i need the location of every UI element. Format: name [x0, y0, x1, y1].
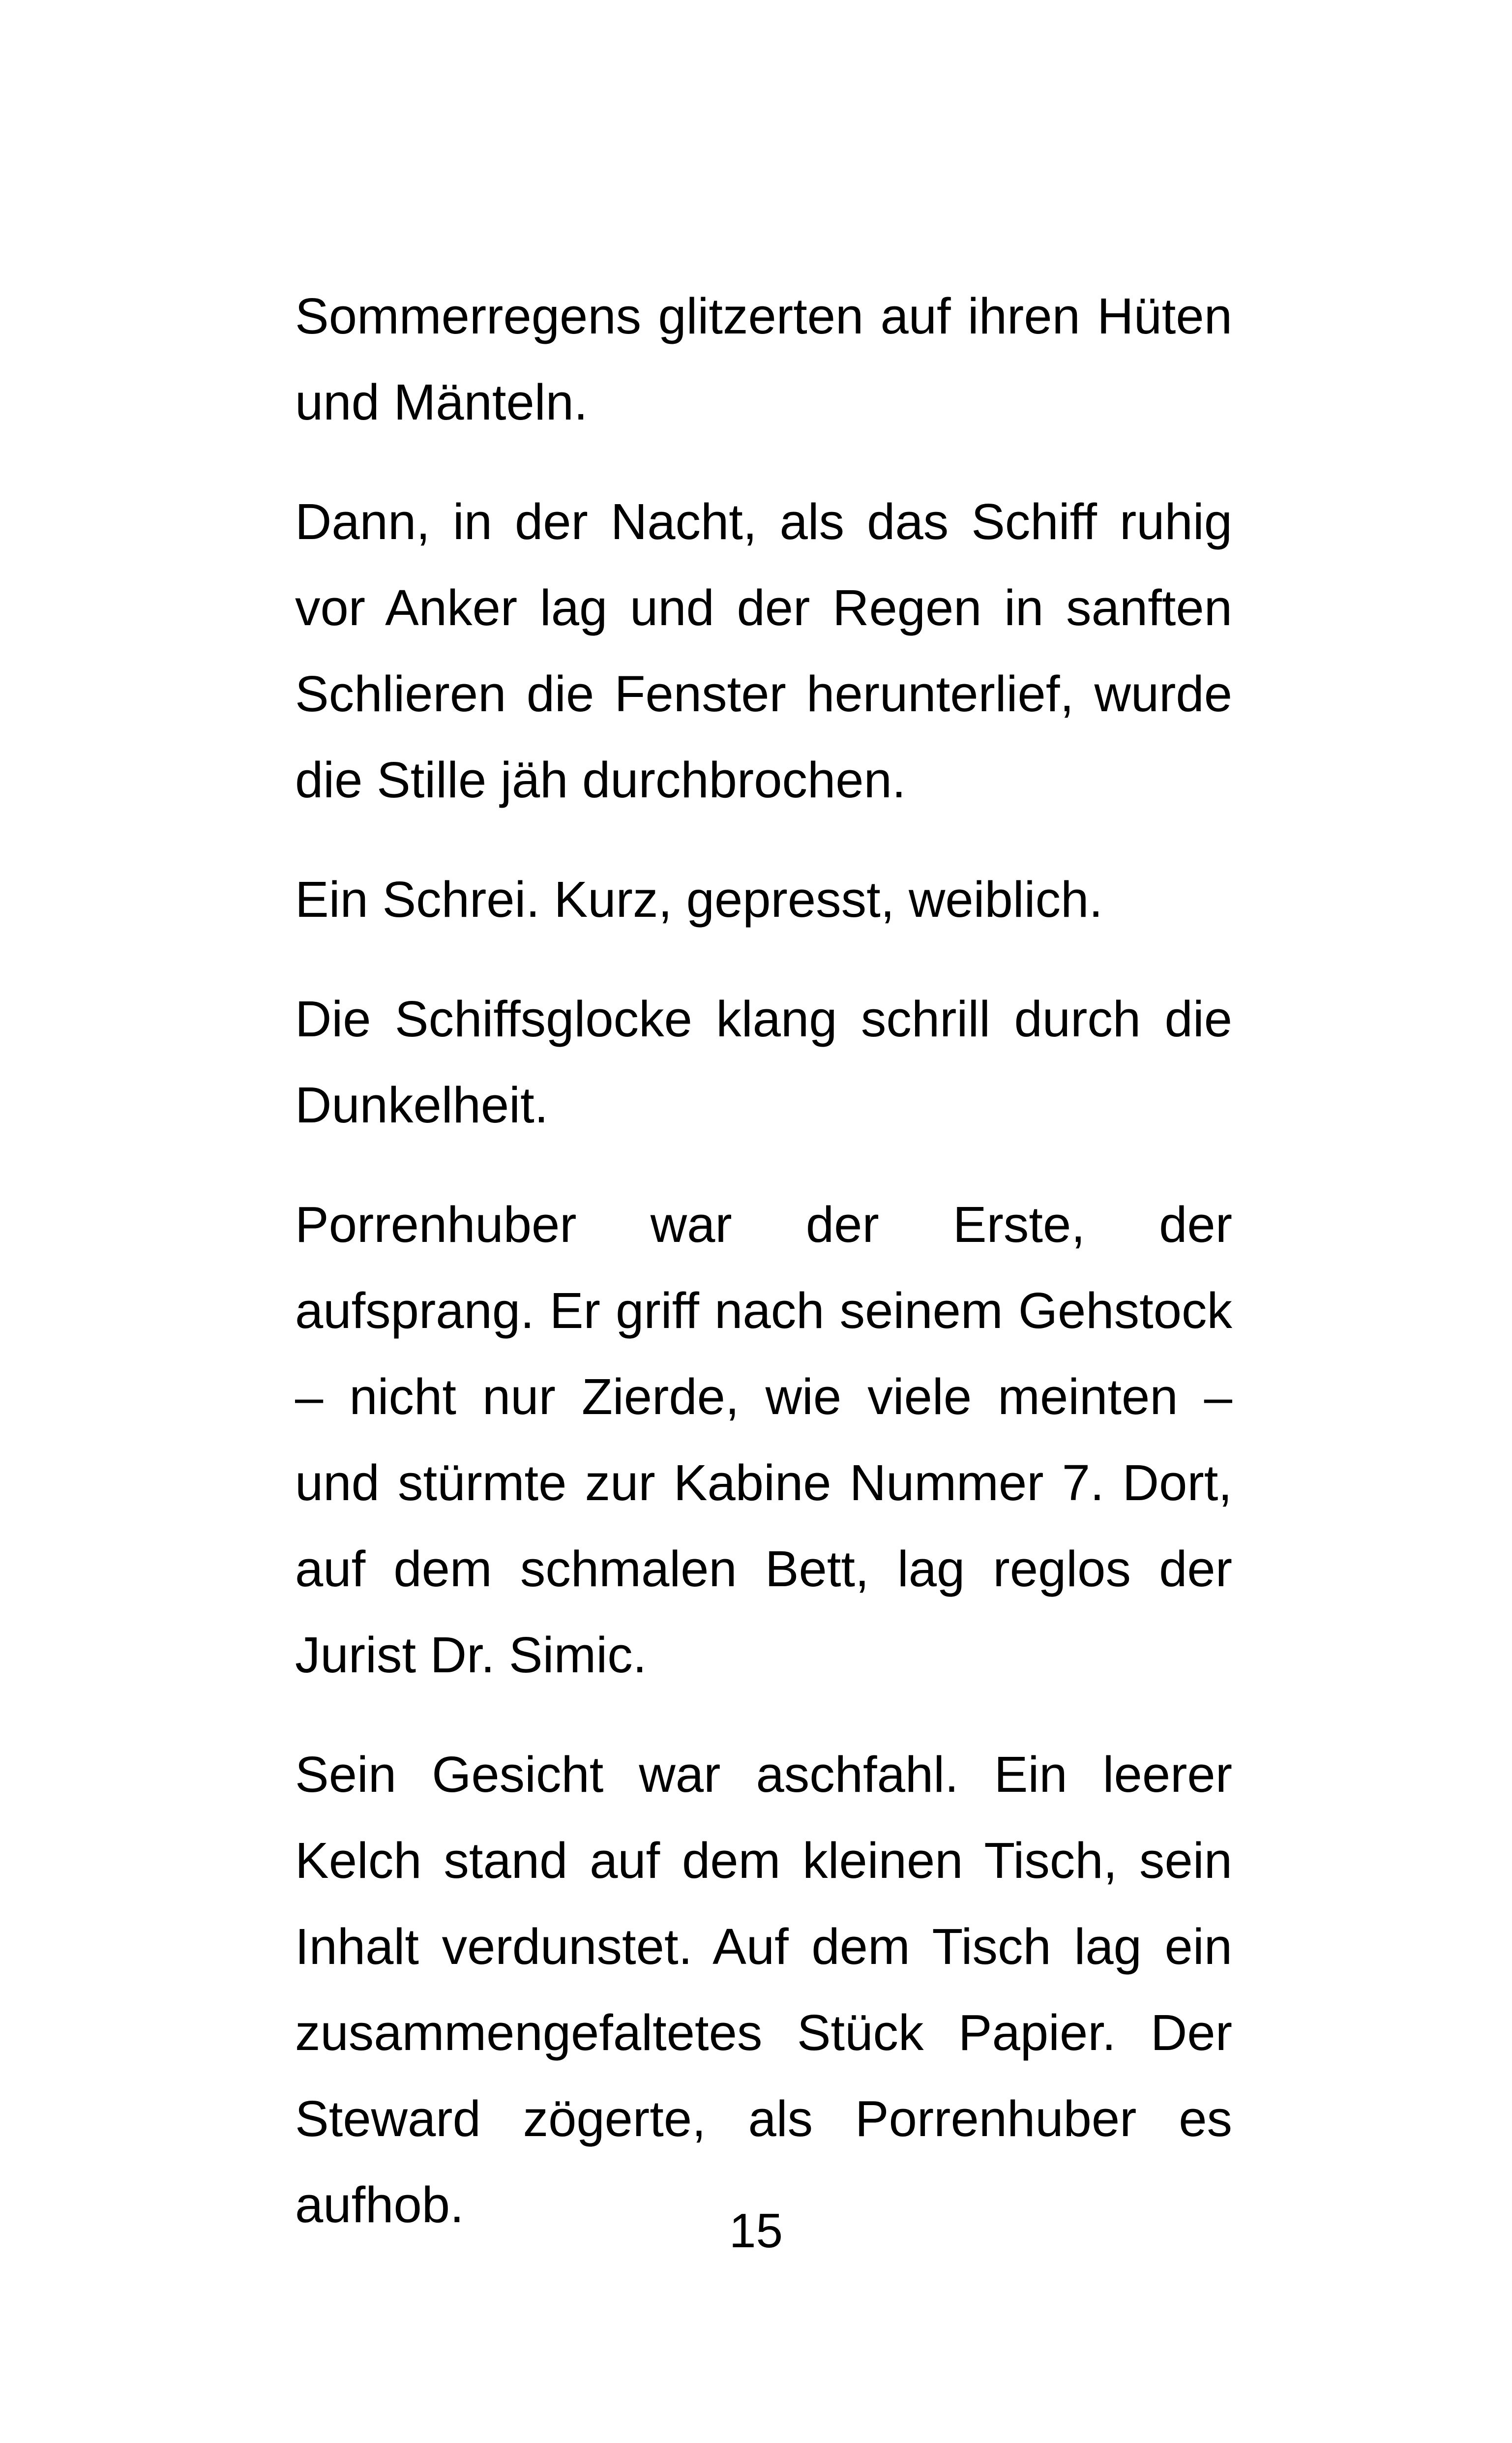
paragraph: Sommerregens glitzerten auf ihren Hüten und Mänteln.: [295, 288, 1232, 430]
paragraph: Dann, in der Nacht, als das Schiff ruhig vor Anker lag und der Regen in sanften Schlieren die Fenster herunterlief, wurde die Stille jäh durchbrochen.: [295, 493, 1232, 808]
paragraph: Ein Schrei. Kurz, gepresst, weiblich.: [295, 871, 1103, 928]
paragraph: Sein Gesicht war aschfahl. Ein leerer Kelch stand auf dem kleinen Tisch, sein Inhalt verdunstet. Auf dem Tisch lag ein zusammengefaltetes Stück Papier. Der Steward zögerte, als Porrenhuber es aufhob.: [295, 1746, 1232, 2233]
paragraph: Porrenhuber war der Erste, der aufsprang. Er griff nach seinem Gehstock – nicht nur Zierde, wie viele meinten – und stürmte zur Kabine Nummer 7. Dort, auf dem schmalen Bett, lag reglos der Jurist Dr. Simic.: [295, 1196, 1232, 1683]
paragraph: Die Schiffsglocke klang schrill durch die Dunkelheit.: [295, 991, 1232, 1133]
page-number: 15: [729, 2203, 783, 2258]
body-text: [295, 273, 1232, 2248]
